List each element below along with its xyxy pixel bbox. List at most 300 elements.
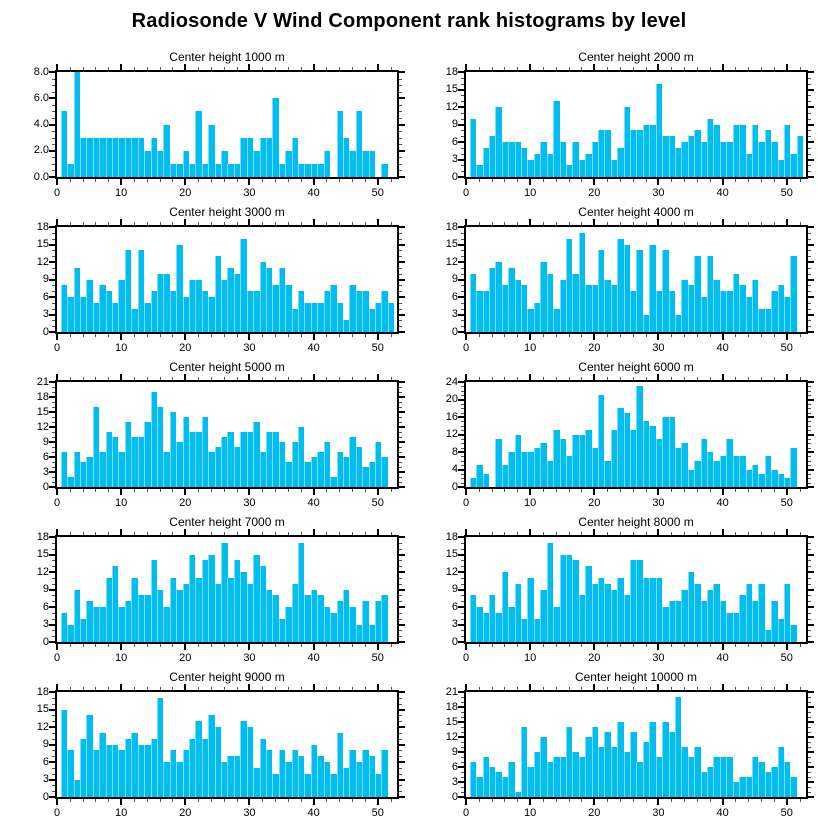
y-minor-tick <box>52 630 55 631</box>
y-major-tick <box>808 624 814 626</box>
x-minor-tick <box>761 532 762 535</box>
x-minor-tick <box>710 179 711 182</box>
x-minor-tick <box>569 644 570 647</box>
x-minor-tick <box>543 799 544 802</box>
x-tick-label: 50 <box>780 497 793 509</box>
y-tick-label: 21 <box>445 685 458 698</box>
y-minor-tick <box>52 584 55 585</box>
y-major-tick <box>458 641 464 643</box>
x-major-tick <box>722 489 724 495</box>
y-minor-tick <box>461 787 464 788</box>
x-minor-tick <box>504 67 505 70</box>
y-minor-tick <box>808 712 811 713</box>
x-minor-tick <box>607 687 608 690</box>
x-minor-tick <box>800 489 801 492</box>
y-major-tick <box>399 150 405 152</box>
x-minor-tick <box>134 489 135 492</box>
y-minor-tick <box>808 256 811 257</box>
y-minor-tick <box>399 239 402 240</box>
y-minor-tick <box>399 170 402 171</box>
x-minor-tick <box>365 377 366 380</box>
y-minor-tick <box>52 170 55 171</box>
y-minor-tick <box>808 630 811 631</box>
x-minor-tick <box>391 644 392 647</box>
y-major-tick <box>49 279 55 281</box>
x-minor-tick <box>633 489 634 492</box>
x-minor-tick <box>365 532 366 535</box>
x-minor-tick <box>581 644 582 647</box>
y-minor-tick <box>808 309 811 310</box>
x-minor-tick <box>556 687 557 690</box>
x-minor-tick <box>262 687 263 690</box>
y-minor-tick <box>399 715 402 716</box>
y-minor-tick <box>399 636 402 637</box>
y-minor-tick <box>808 95 811 96</box>
x-minor-tick <box>543 644 544 647</box>
x-minor-tick <box>224 799 225 802</box>
y-minor-tick <box>808 408 811 409</box>
x-minor-tick <box>800 644 801 647</box>
x-tick-label: 30 <box>243 342 256 354</box>
y-minor-tick <box>808 413 811 414</box>
x-minor-tick <box>275 179 276 182</box>
x-major-tick <box>184 179 186 185</box>
x-major-tick <box>248 374 250 380</box>
y-minor-tick <box>461 595 464 596</box>
x-major-tick <box>313 374 315 380</box>
y-minor-tick <box>461 148 464 149</box>
x-minor-tick <box>492 67 493 70</box>
x-minor-tick <box>710 377 711 380</box>
y-minor-tick <box>52 756 55 757</box>
x-minor-tick <box>83 799 84 802</box>
y-minor-tick <box>461 727 464 728</box>
y-tick-label: 9 <box>42 738 49 750</box>
x-minor-tick <box>761 799 762 802</box>
x-minor-tick <box>198 687 199 690</box>
y-tick-label: 15 <box>36 405 49 418</box>
y-major-tick <box>458 296 464 298</box>
x-minor-tick <box>684 67 685 70</box>
x-minor-tick <box>748 644 749 647</box>
y-minor-tick <box>461 171 464 172</box>
x-minor-tick <box>198 377 199 380</box>
y-major-tick <box>458 314 464 316</box>
x-minor-tick <box>504 222 505 225</box>
y-minor-tick <box>461 549 464 550</box>
y-minor-tick <box>808 136 811 137</box>
y-minor-tick <box>52 791 55 792</box>
y-minor-tick <box>808 474 811 475</box>
x-minor-tick <box>774 334 775 337</box>
x-major-tick <box>722 684 724 690</box>
y-minor-tick <box>808 787 811 788</box>
x-minor-tick <box>262 67 263 70</box>
x-minor-tick <box>224 377 225 380</box>
y-minor-tick <box>52 462 55 463</box>
y-major-tick <box>458 486 464 488</box>
y-major-tick <box>808 159 814 161</box>
x-minor-tick <box>800 67 801 70</box>
x-minor-tick <box>671 67 672 70</box>
y-minor-tick <box>399 85 402 86</box>
y-minor-tick <box>461 430 464 431</box>
x-major-tick <box>184 489 186 495</box>
y-minor-tick <box>808 320 811 321</box>
x-minor-tick <box>504 377 505 380</box>
x-major-tick <box>313 219 315 225</box>
y-tick-label: 12 <box>36 720 49 733</box>
x-major-tick <box>120 64 122 70</box>
x-minor-tick <box>160 222 161 225</box>
y-minor-tick <box>461 101 464 102</box>
y-minor-tick <box>808 742 811 743</box>
x-minor-tick <box>211 377 212 380</box>
y-minor-tick <box>399 131 402 132</box>
y-major-tick <box>399 381 405 383</box>
x-minor-tick <box>517 687 518 690</box>
x-minor-tick <box>301 179 302 182</box>
x-minor-tick <box>517 489 518 492</box>
x-minor-tick <box>275 67 276 70</box>
y-minor-tick <box>52 157 55 158</box>
x-major-tick <box>593 684 595 690</box>
y-minor-tick <box>52 164 55 165</box>
y-major-tick <box>399 296 405 298</box>
y-minor-tick <box>52 601 55 602</box>
plot-area <box>33 65 397 199</box>
x-minor-tick <box>224 222 225 225</box>
y-minor-tick <box>52 268 55 269</box>
x-minor-tick <box>288 532 289 535</box>
x-tick-label: 50 <box>371 807 384 819</box>
x-major-tick <box>377 374 379 380</box>
x-minor-tick <box>326 67 327 70</box>
y-minor-tick <box>52 698 55 699</box>
x-minor-tick <box>237 687 238 690</box>
y-tick-label: 3 <box>42 308 49 320</box>
y-minor-tick <box>52 750 55 751</box>
x-major-tick <box>377 644 379 650</box>
x-minor-tick <box>774 799 775 802</box>
x-minor-tick <box>543 532 544 535</box>
x-minor-tick <box>748 334 749 337</box>
y-major-tick <box>808 781 814 783</box>
x-minor-tick <box>800 532 801 535</box>
y-minor-tick <box>52 118 55 119</box>
y-tick-label: 6 <box>451 760 458 773</box>
y-major-tick <box>808 416 814 418</box>
x-minor-tick <box>275 377 276 380</box>
x-minor-tick <box>147 377 148 380</box>
x-major-tick <box>248 529 250 535</box>
y-minor-tick <box>461 578 464 579</box>
x-minor-tick <box>160 532 161 535</box>
x-minor-tick <box>671 532 672 535</box>
x-tick-label: 10 <box>524 497 537 509</box>
x-minor-tick <box>301 644 302 647</box>
y-minor-tick <box>52 303 55 304</box>
y-minor-tick <box>808 762 811 763</box>
x-minor-tick <box>646 67 647 70</box>
y-minor-tick <box>808 613 811 614</box>
x-minor-tick <box>479 799 480 802</box>
y-minor-tick <box>461 439 464 440</box>
y-minor-tick <box>808 233 811 234</box>
x-minor-tick <box>339 67 340 70</box>
y-major-tick <box>399 456 405 458</box>
x-major-tick <box>593 644 595 650</box>
x-minor-tick <box>391 799 392 802</box>
y-minor-tick <box>52 619 55 620</box>
y-minor-tick <box>808 101 811 102</box>
x-minor-tick <box>391 334 392 337</box>
y-minor-tick <box>461 443 464 444</box>
y-minor-tick <box>461 404 464 405</box>
x-minor-tick <box>160 377 161 380</box>
x-major-tick <box>786 799 788 805</box>
y-minor-tick <box>461 136 464 137</box>
y-minor-tick <box>52 560 55 561</box>
x-minor-tick <box>800 179 801 182</box>
x-minor-tick <box>365 67 366 70</box>
x-minor-tick <box>761 179 762 182</box>
y-major-tick <box>458 451 464 453</box>
y-minor-tick <box>461 309 464 310</box>
x-minor-tick <box>479 334 480 337</box>
y-minor-tick <box>399 785 402 786</box>
x-minor-tick <box>800 222 801 225</box>
x-minor-tick <box>684 179 685 182</box>
x-major-tick <box>465 64 467 70</box>
y-major-tick <box>458 706 464 708</box>
y-minor-tick <box>461 601 464 602</box>
y-minor-tick <box>808 285 811 286</box>
x-minor-tick <box>800 377 801 380</box>
x-major-tick <box>657 489 659 495</box>
x-minor-tick <box>556 489 557 492</box>
y-minor-tick <box>808 543 811 544</box>
y-tick-label: 12 <box>36 255 49 268</box>
subplot-7000m <box>0 510 409 665</box>
y-tick-label: 6 <box>451 290 458 303</box>
x-minor-tick <box>262 489 263 492</box>
y-tick-label: 9 <box>451 745 458 758</box>
x-minor-tick <box>479 179 480 182</box>
x-major-tick <box>657 644 659 650</box>
x-major-tick <box>313 64 315 70</box>
y-tick-label: 24 <box>445 375 458 388</box>
subplot-10000m <box>409 665 818 820</box>
y-minor-tick <box>808 395 811 396</box>
y-tick-label: 9 <box>451 118 458 130</box>
x-minor-tick <box>147 687 148 690</box>
x-minor-tick <box>710 532 711 535</box>
y-major-tick <box>399 426 405 428</box>
y-minor-tick <box>808 461 811 462</box>
y-tick-label: 15 <box>445 548 458 560</box>
y-minor-tick <box>399 309 402 310</box>
y-major-tick <box>399 779 405 781</box>
x-minor-tick <box>288 687 289 690</box>
y-tick-label: 3 <box>451 308 458 320</box>
x-minor-tick <box>620 377 621 380</box>
y-major-tick <box>458 124 464 126</box>
x-minor-tick <box>479 687 480 690</box>
x-minor-tick <box>352 799 353 802</box>
y-minor-tick <box>52 739 55 740</box>
x-major-tick <box>593 179 595 185</box>
x-minor-tick <box>339 532 340 535</box>
y-tick-label: 18 <box>36 220 49 233</box>
y-minor-tick <box>52 595 55 596</box>
x-minor-tick <box>108 532 109 535</box>
y-major-tick <box>399 709 405 711</box>
y-minor-tick <box>399 285 402 286</box>
y-major-tick <box>399 279 405 281</box>
y-major-tick <box>458 554 464 556</box>
y-minor-tick <box>399 138 402 139</box>
y-major-tick <box>458 796 464 798</box>
x-minor-tick <box>492 334 493 337</box>
x-tick-label: 50 <box>371 342 384 354</box>
y-minor-tick <box>52 768 55 769</box>
y-minor-tick <box>461 757 464 758</box>
x-minor-tick <box>224 644 225 647</box>
y-major-tick <box>49 571 55 573</box>
x-minor-tick <box>735 334 736 337</box>
y-major-tick <box>458 261 464 263</box>
y-major-tick <box>49 709 55 711</box>
y-minor-tick <box>399 774 402 775</box>
y-minor-tick <box>52 549 55 550</box>
x-major-tick <box>657 219 659 225</box>
x-major-tick <box>465 334 467 340</box>
x-major-tick <box>786 219 788 225</box>
x-major-tick <box>184 334 186 340</box>
y-major-tick <box>458 589 464 591</box>
x-minor-tick <box>479 489 480 492</box>
y-major-tick <box>458 624 464 626</box>
x-major-tick <box>465 684 467 690</box>
x-minor-tick <box>684 334 685 337</box>
y-tick-label: 18 <box>445 530 458 543</box>
y-major-tick <box>49 244 55 246</box>
y-minor-tick <box>808 584 811 585</box>
y-minor-tick <box>461 239 464 240</box>
subplot-title: Center height 7000 m <box>169 515 285 529</box>
x-minor-tick <box>607 532 608 535</box>
x-minor-tick <box>774 532 775 535</box>
plot-area <box>445 220 806 354</box>
x-major-tick <box>248 334 250 340</box>
x-minor-tick <box>697 644 698 647</box>
y-major-tick <box>458 141 464 143</box>
y-minor-tick <box>461 483 464 484</box>
x-minor-tick <box>710 67 711 70</box>
y-major-tick <box>458 751 464 753</box>
y-major-tick <box>399 314 405 316</box>
y-tick-label: 0 <box>451 480 458 493</box>
x-minor-tick <box>211 644 212 647</box>
x-major-tick <box>377 219 379 225</box>
y-major-tick <box>808 536 814 538</box>
y-major-tick <box>808 469 814 471</box>
y-major-tick <box>49 97 55 99</box>
y-major-tick <box>49 411 55 413</box>
x-minor-tick <box>620 644 621 647</box>
x-tick-label: 40 <box>716 807 729 819</box>
y-minor-tick <box>52 566 55 567</box>
x-minor-tick <box>83 334 84 337</box>
plot-area <box>445 685 806 819</box>
x-major-tick <box>184 799 186 805</box>
subplot-title: Center height 10000 m <box>574 670 698 684</box>
x-minor-tick <box>646 377 647 380</box>
y-minor-tick <box>461 268 464 269</box>
x-minor-tick <box>569 489 570 492</box>
y-tick-label: 9 <box>42 435 49 448</box>
y-minor-tick <box>461 84 464 85</box>
y-major-tick <box>808 106 814 108</box>
x-minor-tick <box>735 179 736 182</box>
x-minor-tick <box>224 489 225 492</box>
x-major-tick <box>786 684 788 690</box>
x-minor-tick <box>735 377 736 380</box>
x-minor-tick <box>569 67 570 70</box>
y-minor-tick <box>461 78 464 79</box>
x-minor-tick <box>517 334 518 337</box>
x-minor-tick <box>697 334 698 337</box>
x-minor-tick <box>543 67 544 70</box>
x-minor-tick <box>160 67 161 70</box>
y-minor-tick <box>399 756 402 757</box>
x-minor-tick <box>224 67 225 70</box>
y-major-tick <box>808 451 814 453</box>
x-tick-label: 20 <box>179 652 192 664</box>
x-major-tick <box>248 799 250 805</box>
x-major-tick <box>786 374 788 380</box>
x-minor-tick <box>134 799 135 802</box>
x-minor-tick <box>504 644 505 647</box>
y-tick-label: 3 <box>451 775 458 788</box>
x-minor-tick <box>607 222 608 225</box>
y-major-tick <box>808 176 814 178</box>
y-minor-tick <box>399 613 402 614</box>
x-minor-tick <box>697 67 698 70</box>
y-minor-tick <box>461 474 464 475</box>
x-major-tick <box>248 644 250 650</box>
x-major-tick <box>120 644 122 650</box>
y-major-tick <box>49 331 55 333</box>
y-minor-tick <box>808 303 811 304</box>
x-major-tick <box>465 179 467 185</box>
y-major-tick <box>49 486 55 488</box>
x-major-tick <box>377 684 379 690</box>
x-minor-tick <box>646 489 647 492</box>
x-minor-tick <box>108 644 109 647</box>
x-minor-tick <box>134 334 135 337</box>
y-minor-tick <box>52 477 55 478</box>
x-minor-tick <box>607 334 608 337</box>
x-tick-label: 50 <box>371 187 384 199</box>
x-minor-tick <box>633 799 634 802</box>
x-minor-tick <box>237 67 238 70</box>
x-tick-label: 20 <box>588 342 601 354</box>
x-minor-tick <box>646 687 647 690</box>
x-major-tick <box>529 644 531 650</box>
x-minor-tick <box>339 377 340 380</box>
